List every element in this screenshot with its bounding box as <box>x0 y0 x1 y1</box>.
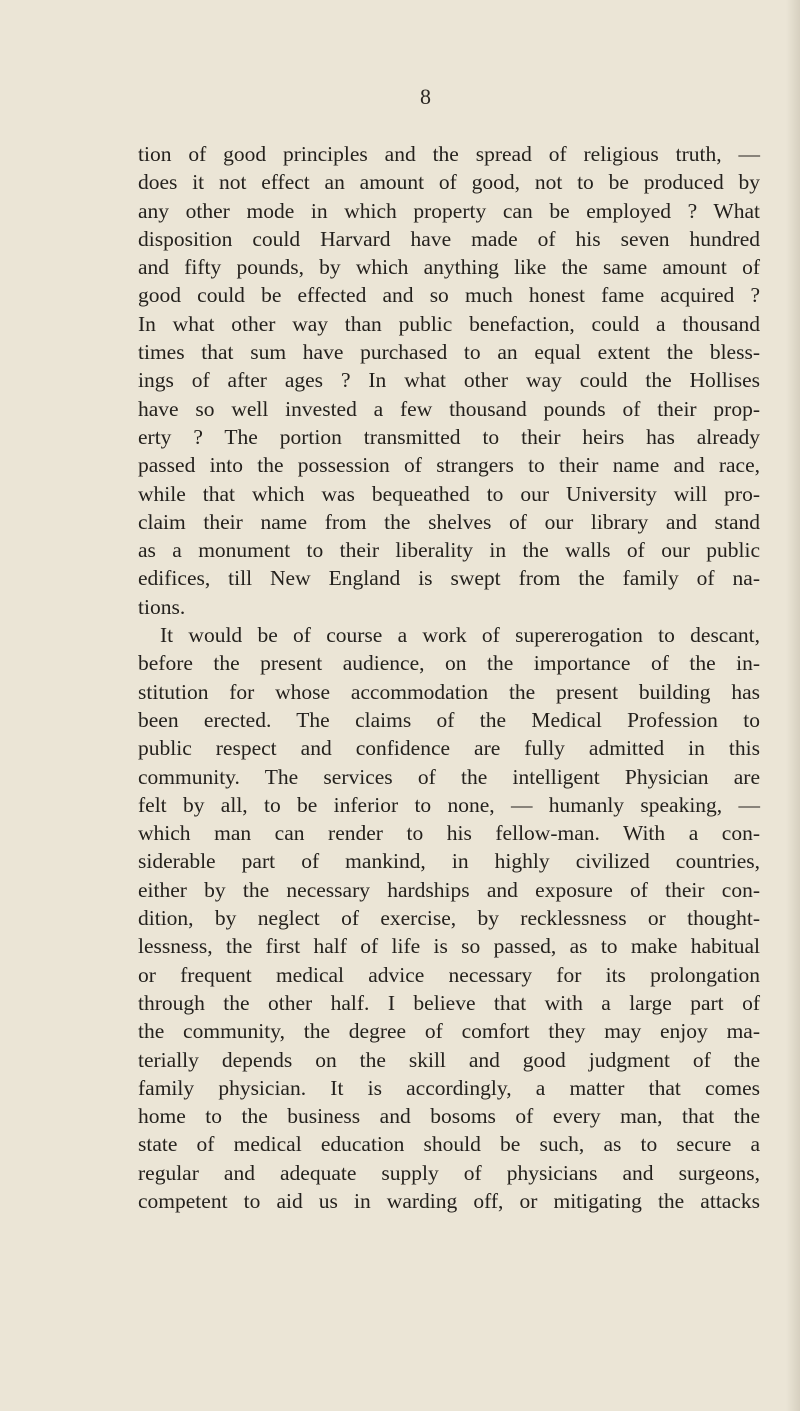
text-line: regular and adequate supply of physicians and surgeons, <box>138 1160 760 1185</box>
text-line: siderable part of mankind, in highly civilized countries, <box>138 849 760 874</box>
text-line: while that which was bequeathed to our University will pro- <box>138 481 760 506</box>
page-edge-shadow <box>786 0 800 1411</box>
text-line: and fifty pounds, by which anything like the same amount of <box>138 255 760 280</box>
text-line: disposition could Harvard have made of his seven hundred <box>138 226 760 251</box>
text-line: ings of after ages ? In what other way could the Hollises <box>138 368 760 393</box>
text-line: passed into the possession of strangers to their name and race, <box>138 453 760 478</box>
text-line: been erected. The claims of the Medical Profession to <box>138 707 760 732</box>
text-line: either by the necessary hardships and exposure of their con- <box>138 877 760 902</box>
text-line: erty ? The portion transmitted to their heirs has already <box>138 424 760 449</box>
body-text <box>138 140 760 1215</box>
text-line: felt by all, to be inferior to none, — humanly speaking, — <box>138 792 760 817</box>
text-line: have so well invested a few thousand pounds of their prop- <box>138 396 760 421</box>
text-line: stitution for whose accommodation the present building has <box>138 679 760 704</box>
text-line: good could be effected and so much honest fame acquired ? <box>138 283 760 308</box>
text-line: before the present audience, on the importance of the in- <box>138 651 760 676</box>
text-line: tions. <box>138 594 186 619</box>
text-line: tion of good principles and the spread of religious truth, — <box>138 142 760 166</box>
page-number: 8 <box>420 84 431 109</box>
text-line: or frequent medical advice necessary for its prolongation <box>138 962 760 987</box>
text-line: through the other half. I believe that with a large part of <box>138 990 760 1015</box>
text-line: dition, by neglect of exercise, by recklessness or thought- <box>138 906 760 931</box>
text-line: as a monument to their liberality in the walls of our public <box>138 538 760 563</box>
text-line: family physician. It is accordingly, a matter that comes <box>138 1075 760 1100</box>
text-line: competent to aid us in warding off, or mitigating the attacks <box>138 1188 760 1213</box>
text-line: which man can render to his fellow-man. With a con- <box>138 821 760 846</box>
text-line: state of medical education should be such, as to secure a <box>138 1132 760 1157</box>
text-line: terially depends on the skill and good judgment of the <box>138 1047 760 1072</box>
text-line: public respect and confidence are fully admitted in this <box>138 736 760 761</box>
text-line: community. The services of the intelligent Physician are <box>138 764 760 789</box>
text-line: claim their name from the shelves of our library and stand <box>138 509 760 534</box>
text-line: does it not effect an amount of good, not to be produced by <box>138 170 760 195</box>
text-line: In what other way than public benefaction, could a thousand <box>138 311 760 336</box>
text-line: times that sum have purchased to an equal extent the bless- <box>138 340 760 365</box>
text-line: home to the business and bosoms of every man, that the <box>138 1104 760 1129</box>
text-line: any other mode in which property can be employed ? What <box>138 198 760 223</box>
text-line: lessness, the first half of life is so passed, as to make habitual <box>138 934 760 959</box>
text-line: the community, the degree of comfort they may enjoy ma- <box>138 1019 760 1044</box>
text-line: edifices, till New England is swept from the family of na- <box>138 566 760 591</box>
paragraph-start-line: It would be of course a work of supererogation to descant, <box>160 623 760 648</box>
